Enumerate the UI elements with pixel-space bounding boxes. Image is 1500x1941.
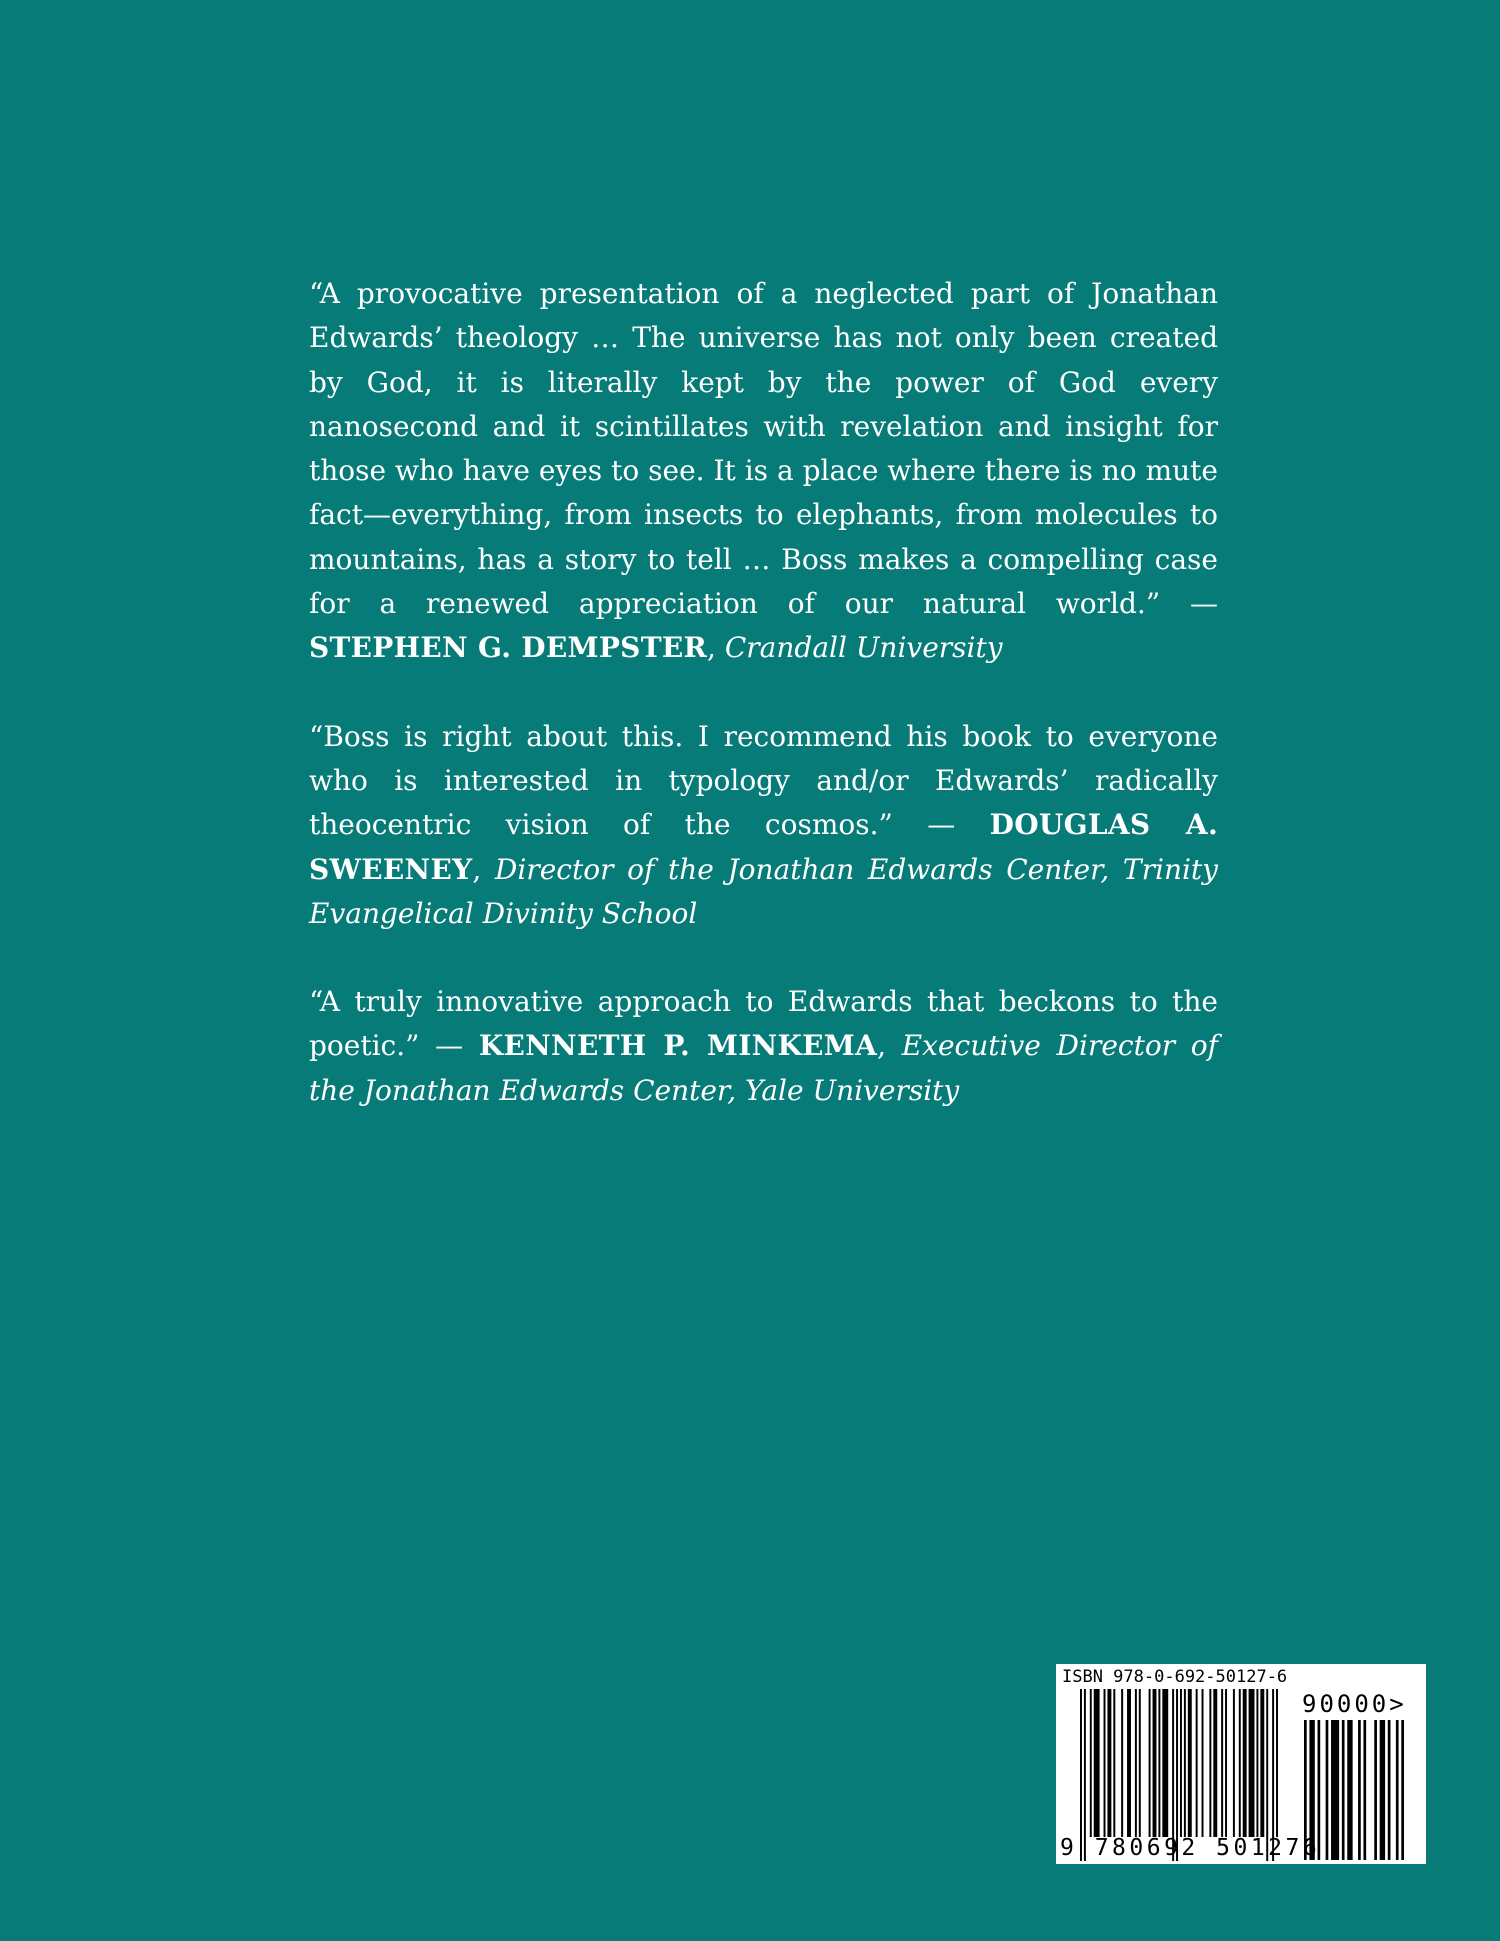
barcode-bar: [1121, 1689, 1123, 1837]
barcode-bar: [1233, 1689, 1235, 1837]
barcode-bar: [1396, 1720, 1399, 1860]
quote-text: “A truly innovative approach to Edwards that beckons to the poetic.”: [309, 985, 1218, 1063]
isbn-label: ISBN 978-0-692-50127-6: [1062, 1667, 1288, 1687]
barcode-bar: [1225, 1689, 1227, 1837]
barcode-bar: [1107, 1689, 1111, 1837]
attribution-separator: ,: [472, 852, 495, 886]
barcode-bar: [1401, 1720, 1404, 1860]
barcode-bar: [1135, 1689, 1137, 1837]
barcode-bar: [1326, 1720, 1329, 1860]
barcode-bar: [1209, 1689, 1211, 1837]
endorsement-dempster: [309, 272, 1218, 671]
barcode-bar: [1331, 1720, 1339, 1860]
attribution-dash: —: [892, 808, 990, 842]
barcode-bar: [1202, 1689, 1204, 1837]
barcode-bar: [1213, 1689, 1217, 1837]
barcode-bar: [1184, 1689, 1186, 1837]
barcode-bar: [1243, 1689, 1247, 1837]
endorser-affiliation: Crandall University: [724, 631, 1003, 665]
barcode-bar: [1249, 1689, 1255, 1837]
endorsements: [309, 272, 1218, 1157]
ean-digits: 9 780692 501276: [1060, 1835, 1321, 1861]
barcode-bar: [1342, 1720, 1345, 1860]
endorsement-minkema: [309, 980, 1218, 1113]
quote-text: “A provocative presentation of a neglected part of Jonathan Edwards’ theology … The universe has not only been created by God, it is literally kept by the power of God every nanosecond and it scintillates with revelation and insight for those who have eyes to see. It is a place where there is no mute fact—everything, from insects to elephants, from molecules to mountains, has a story to tell … Boss makes a compelling case for a renewed appreciation of our natural world.”: [309, 277, 1218, 621]
attribution-dash: —: [1160, 587, 1219, 621]
attribution-separator: ,: [877, 1029, 902, 1063]
endorser-name: DOUGLAS A. SWEENEY: [309, 808, 1218, 886]
barcode-bar: [1113, 1689, 1115, 1837]
barcode-bar: [1276, 1689, 1278, 1837]
barcode-bar: [1104, 1689, 1106, 1837]
barcode-bar: [1153, 1689, 1157, 1837]
barcode-bar: [1388, 1720, 1391, 1860]
endorsement-sweeney: [309, 715, 1218, 936]
endorser-name: STEPHEN G. DEMPSTER: [309, 631, 708, 665]
barcode-bar: [1149, 1689, 1151, 1837]
barcode-bar: [1358, 1720, 1361, 1860]
barcode-bar: [1374, 1720, 1377, 1860]
endorser-affiliation: Director of the Jonathan Edwards Center, Trinity Evangelical Divinity School: [309, 852, 1218, 930]
barcode-bar: [1162, 1689, 1168, 1837]
isbn-barcode: [1056, 1664, 1426, 1864]
barcode-bar: [1260, 1689, 1264, 1837]
attribution-separator: ,: [707, 631, 725, 665]
barcode-bar: [1094, 1689, 1100, 1837]
barcode-bar: [1127, 1689, 1131, 1837]
attribution-dash: —: [419, 1029, 479, 1063]
quote-text: “Boss is right about this. I recommend his book to everyone who is interested in typology and/or Edwards’ radically theocentric vision of the cosmos.”: [309, 719, 1218, 842]
price-code: 90000>: [1302, 1690, 1407, 1718]
barcode-bar: [1239, 1689, 1241, 1837]
endorser-name: KENNETH P. MINKEMA: [478, 1029, 878, 1063]
barcode-bar: [1363, 1720, 1366, 1860]
barcode-bar: [1090, 1689, 1092, 1837]
endorser-affiliation: Executive Director of the Jonathan Edwards Center, Yale University: [309, 1029, 1218, 1107]
barcode-bar: [1380, 1720, 1385, 1860]
barcode-bar: [1180, 1689, 1182, 1837]
barcode-bar: [1256, 1689, 1258, 1837]
barcode-bar: [1188, 1689, 1192, 1837]
barcode-bar: [1196, 1689, 1198, 1837]
barcode-bar: [1347, 1720, 1352, 1860]
barcode-bar: [1139, 1689, 1141, 1837]
barcode-bar: [1158, 1689, 1160, 1837]
barcode-bar: [1221, 1689, 1223, 1837]
